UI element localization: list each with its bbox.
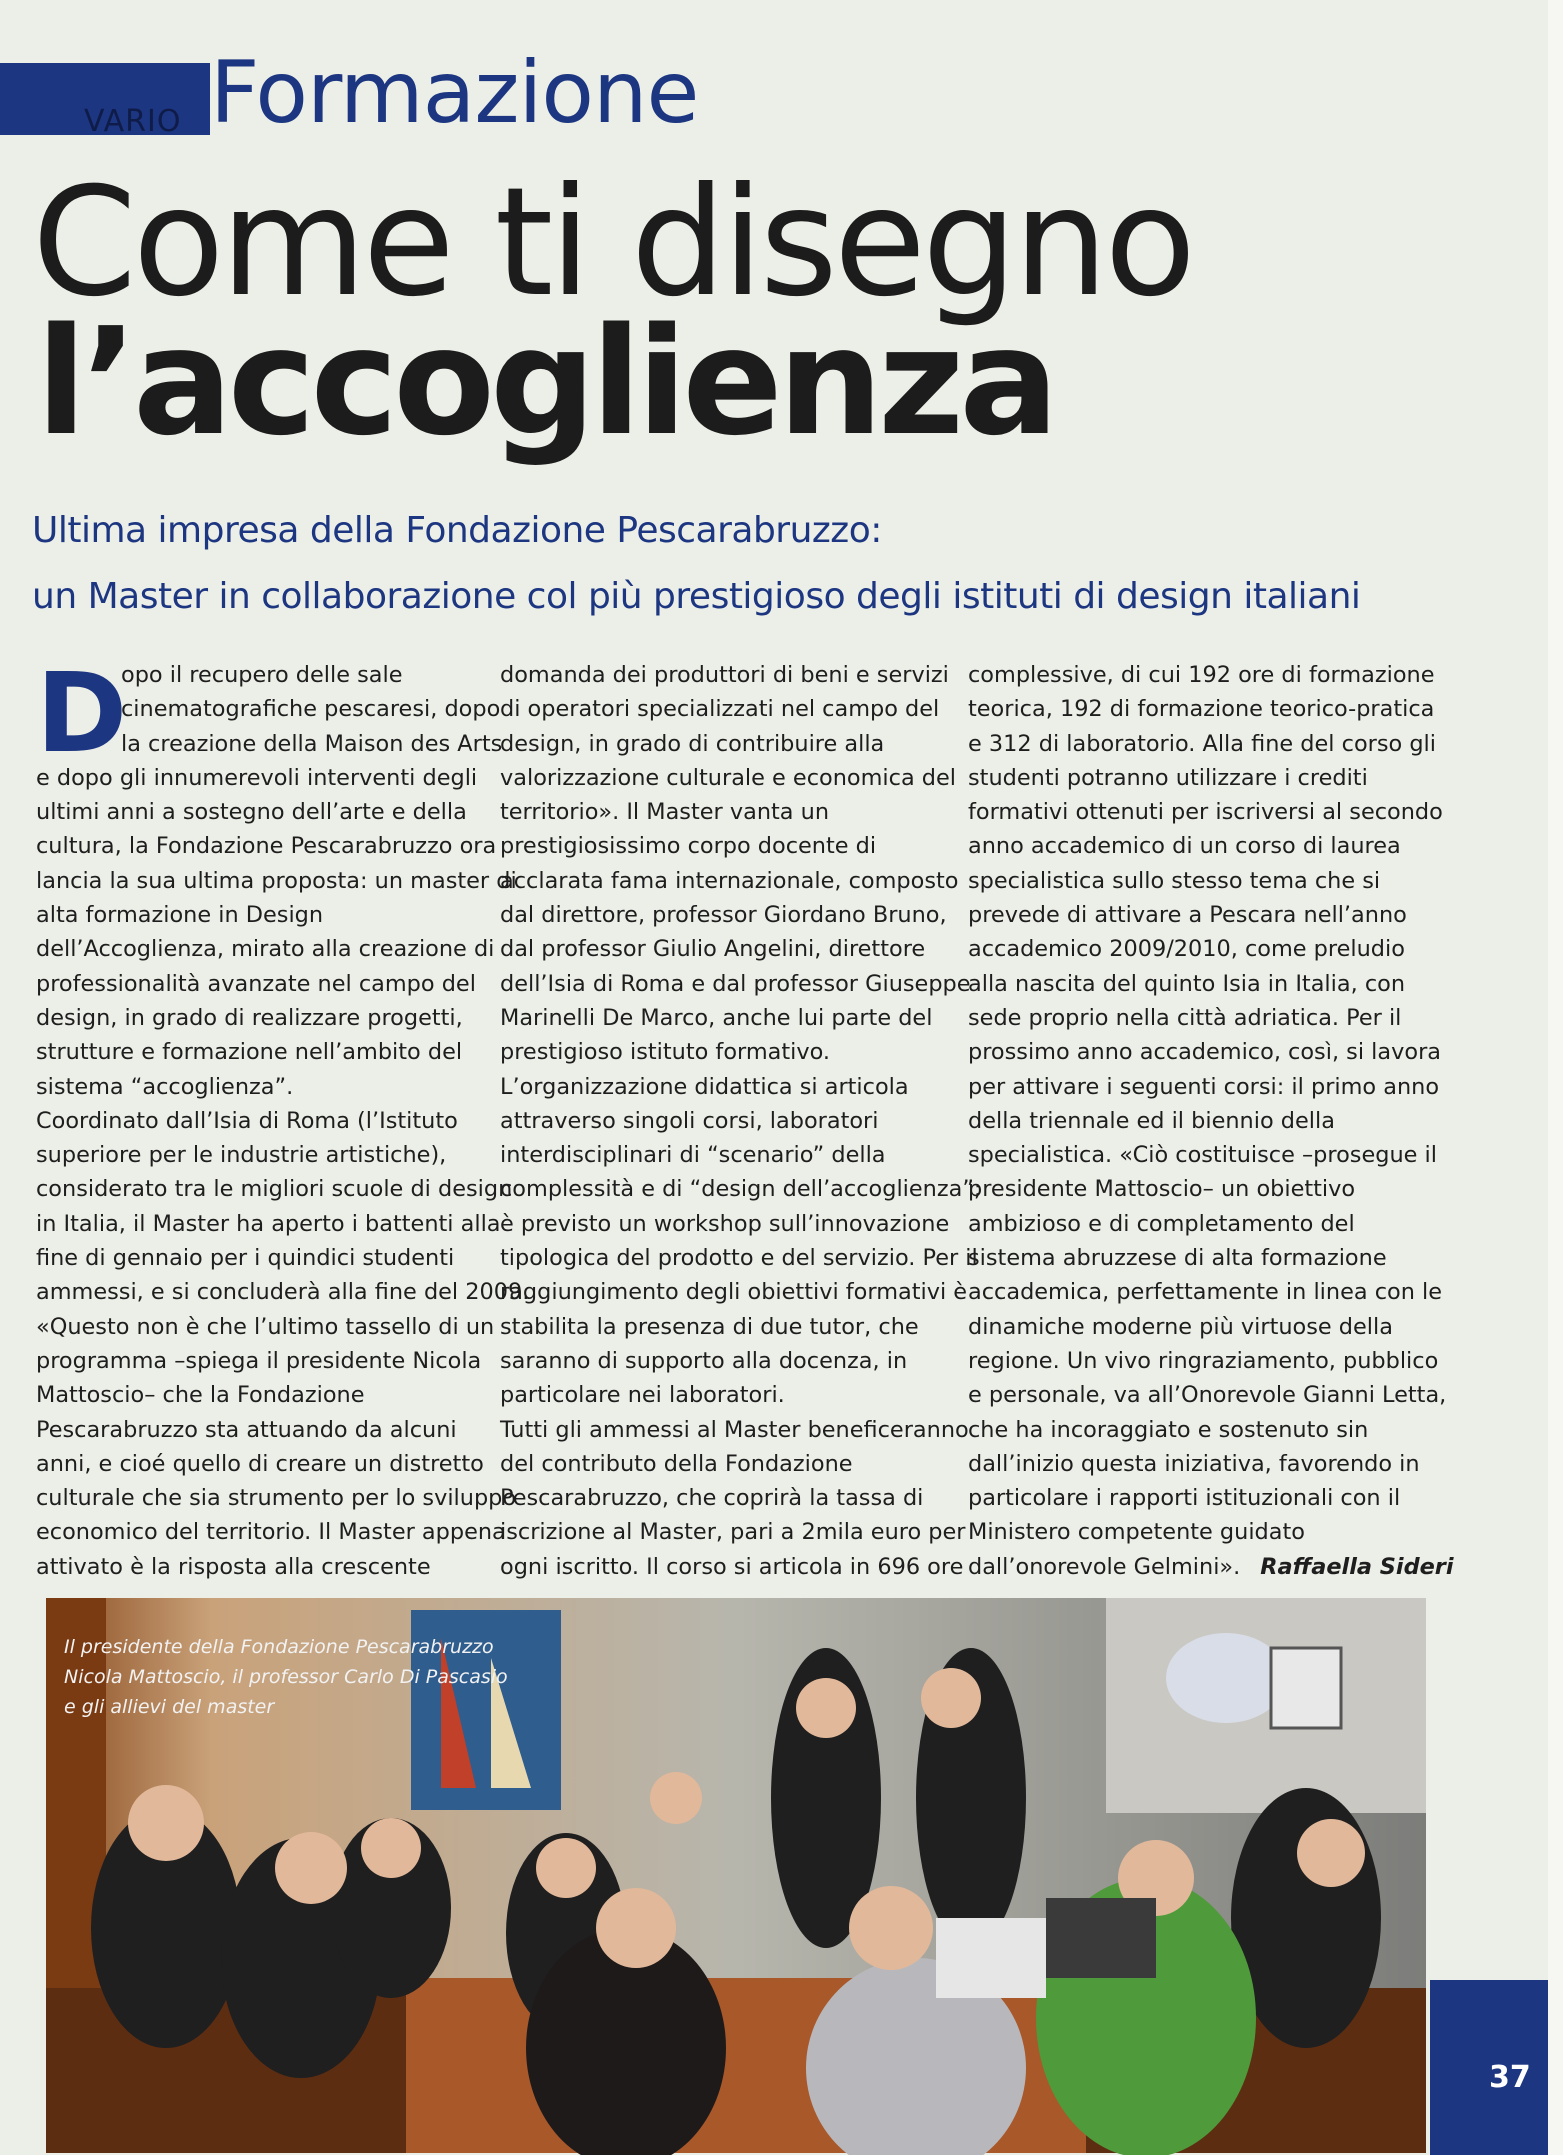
article-line: in Italia, il Master ha aperto i battenti alla (36, 1210, 501, 1237)
article-line: teorica, 192 di formazione teorico-pratica (968, 696, 1435, 723)
article-line: Marinelli De Marco, anche lui parte del (500, 1004, 933, 1031)
article-line: sistema “accoglienza”. (36, 1073, 294, 1100)
article-line: dinamiche moderne più virtuose della (968, 1313, 1393, 1340)
article-line: iscrizione al Master, pari a 2mila euro per (500, 1519, 966, 1546)
article-line: formativi ottenuti per iscriversi al secondo (968, 799, 1443, 826)
article-line: prevede di attivare a Pescara nell’anno (968, 902, 1407, 929)
article-line: complessive, di cui 192 ore di formazione (968, 662, 1435, 688)
article-line: ammessi, e si concluderà alla fine del 2009. (36, 1279, 530, 1306)
article-line: di operatori specializzati nel campo del (500, 696, 940, 723)
article-line: Pescarabruzzo, che coprirà la tassa di (500, 1485, 924, 1512)
article-line: economico del territorio. Il Master appena (36, 1519, 506, 1546)
article-line: Mattoscio– che la Fondazione (36, 1382, 365, 1409)
article-line: dell’Accoglienza, mirato alla creazione di (36, 936, 495, 963)
article-line: tipologica del prodotto e del servizio. Per il (500, 1245, 978, 1272)
article-line: che ha incoraggiato e sostenuto sin (968, 1416, 1369, 1443)
article-line: opo il recupero delle sale (121, 662, 403, 688)
article-line: accademica, perfettamente in linea con le (968, 1279, 1443, 1306)
article-line: dal professor Giulio Angelini, direttore (500, 936, 926, 963)
article-line: prestigioso istituto formativo. (500, 1039, 831, 1066)
article-line: saranno di supporto alla docenza, in (500, 1347, 908, 1374)
article-line: stabilita la presenza di due tutor, che (500, 1313, 919, 1340)
article-line: e personale, va all’Onorevole Gianni Letta, (968, 1382, 1447, 1409)
article-line: Coordinato dall’Isia di Roma (l’Istituto (36, 1107, 458, 1134)
magazine-name: VARIO (84, 104, 182, 139)
article-line: culturale che sia strumento per lo sviluppo (36, 1485, 517, 1512)
photo-caption (64, 1632, 508, 1722)
article-line: valorizzazione culturale e economica del (500, 764, 956, 791)
article-line: anni, e cioé quello di creare un distretto (36, 1450, 484, 1477)
article-line: alta formazione in Design (36, 902, 324, 929)
subtitle-line-2: un Master in collaborazione col più prestigioso degli istituti di design italiani (32, 576, 1361, 617)
caption-line: Nicola Mattoscio, il professor Carlo Di Pascasio (64, 1666, 508, 1688)
article-line: attraverso singoli corsi, laboratori (500, 1107, 879, 1134)
article-line: e dopo gli innumerevoli interventi degli (36, 764, 478, 791)
article-column-3 (968, 658, 1454, 1584)
headline-line-2: l’accoglienza (36, 296, 1055, 468)
article-closing-line (968, 1550, 1454, 1584)
article-line: design, in grado di contribuire alla (500, 730, 885, 757)
article-line: complessità e di “design dell’accoglienza”; (500, 1176, 982, 1203)
author-signature: Raffaella Sideri (1260, 1553, 1454, 1580)
article-line: strutture e formazione nell’ambito del (36, 1039, 463, 1066)
article-line: prestigiosissimo corpo docente di (500, 833, 877, 860)
article-line: specialistica. «Ciò costituisce –prosegue il (968, 1142, 1437, 1169)
article-line: ogni iscritto. Il corso si articola in 696 ore (500, 1553, 964, 1580)
article-line: ambizioso e di completamento del (968, 1210, 1355, 1237)
article-line: particolare i rapporti istituzionali con il (968, 1485, 1401, 1512)
subtitle-line-1: Ultima impresa della Fondazione Pescarabruzzo: (32, 510, 882, 551)
page-number: 37 (1489, 2060, 1531, 2095)
article-line: programma –spiega il presidente Nicola (36, 1347, 482, 1374)
caption-line: e gli allievi del master (64, 1696, 275, 1718)
article-line: dall’onorevole Gelmini». (968, 1553, 1241, 1580)
article-line: ultimi anni a sostegno dell’arte e della (36, 799, 467, 826)
article-line: attivato è la risposta alla crescente (36, 1553, 431, 1580)
article-line: la creazione della Maison des Arts (121, 730, 503, 757)
article-column-2 (500, 658, 982, 1584)
article-line: Tutti gli ammessi al Master beneficeranno (500, 1416, 969, 1443)
article-line: particolare nei laboratori. (500, 1382, 785, 1409)
article-line: specialistica sullo stesso tema che si (968, 867, 1381, 894)
article-line: sistema abruzzese di alta formazione (968, 1245, 1387, 1272)
article-line: regione. Un vivo ringraziamento, pubblico (968, 1347, 1439, 1374)
article-line: del contributo della Fondazione (500, 1450, 853, 1477)
article-line: superiore per le industrie artistiche), (36, 1142, 447, 1169)
article-line: e 312 di laboratorio. Alla fine del corso gli (968, 730, 1436, 757)
article-line: anno accademico di un corso di laurea (968, 833, 1401, 860)
article-line: «Questo non è che l’ultimo tassello di un (36, 1313, 495, 1340)
article-line: Ministero competente guidato (968, 1519, 1305, 1546)
article-line: acclarata fama internazionale, composto (500, 867, 959, 894)
article-line: dall’inizio questa iniziativa, favorendo in (968, 1450, 1420, 1477)
article-line: presidente Mattoscio– un obiettivo (968, 1176, 1356, 1203)
article-line: lancia la sua ultima proposta: un master di (36, 867, 517, 894)
article-line: alla nascita del quinto Isia in Italia, con (968, 970, 1406, 997)
article-line: sede proprio nella città adriatica. Per il (968, 1004, 1402, 1031)
article-line: dal direttore, professor Giordano Bruno, (500, 902, 947, 929)
headline-line-1: Come ti disegno (32, 156, 1193, 330)
page-edge (1548, 0, 1563, 2155)
article-line: professionalità avanzate nel campo del (36, 970, 476, 997)
article-line: cultura, la Fondazione Pescarabruzzo ora (36, 833, 497, 860)
article-line: fine di gennaio per i quindici studenti (36, 1245, 455, 1272)
article-line: L’organizzazione didattica si articola (500, 1073, 909, 1100)
drop-cap: D (36, 649, 128, 777)
article-line: domanda dei produttori di beni e servizi (500, 662, 949, 688)
article-line: della triennale ed il biennio della (968, 1107, 1335, 1134)
article-line: dell’Isia di Roma e dal professor Giuseppe (500, 970, 971, 997)
article-line: considerato tra le migliori scuole di design (36, 1176, 513, 1203)
article-line: cinematografiche pescaresi, dopo (121, 696, 501, 723)
article-line: prossimo anno accademico, così, si lavora (968, 1039, 1442, 1066)
article-line: Pescarabruzzo sta attuando da alcuni (36, 1416, 457, 1443)
article-line: studenti potranno utilizzare i crediti (968, 764, 1368, 791)
article-line: interdisciplinari di “scenario” della (500, 1142, 886, 1169)
caption-line: Il presidente della Fondazione Pescarabruzzo (64, 1636, 494, 1658)
article-line: territorio». Il Master vanta un (500, 799, 830, 826)
article-line: per attivare i seguenti corsi: il primo anno (968, 1073, 1440, 1100)
article-line: accademico 2009/2010, come preludio (968, 936, 1405, 963)
article-column-1 (36, 649, 530, 1584)
article-line: è previsto un workshop sull’innovazione (500, 1210, 950, 1237)
article-line: raggiungimento degli obiettivi formativi è (500, 1279, 968, 1306)
article-line: design, in grado di realizzare progetti, (36, 1004, 463, 1031)
section-title: Formazione (210, 43, 699, 143)
